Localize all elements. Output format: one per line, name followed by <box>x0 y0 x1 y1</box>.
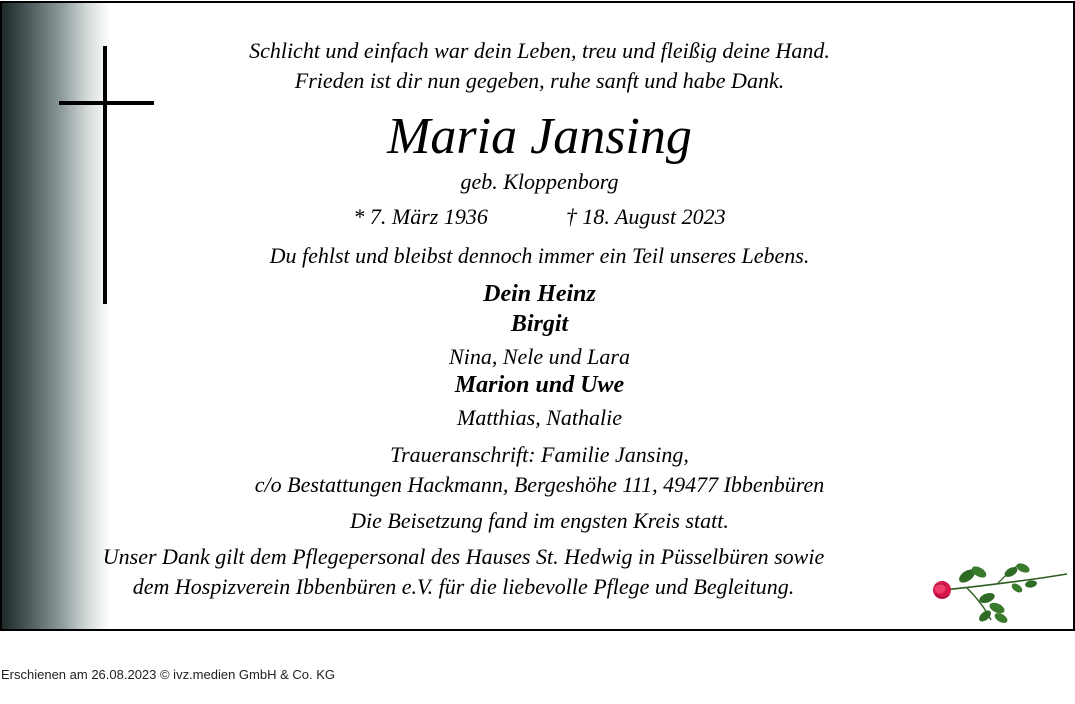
birth-date: * 7. März 1936 <box>353 204 488 229</box>
family-member-5: Matthias, Nathalie <box>457 405 622 430</box>
verse <box>2 36 1075 96</box>
cross-horizontal-bar <box>59 101 154 105</box>
thanks-note <box>0 542 1001 602</box>
address-line-2: c/o Bestattungen Hackmann, Bergeshöhe 111, 49477 Ibbenbüren <box>254 472 825 497</box>
rose-icon <box>927 558 1072 628</box>
thanks-line-1: Unser Dank gilt dem Pflegepersonal des Hauses St. Hedwig in Püsselbüren sowie <box>102 544 825 569</box>
maiden-name: geb. Kloppenborg <box>460 169 619 194</box>
deceased-name: Maria Jansing <box>387 108 692 165</box>
verse-line-2: Frieden ist dir nun gegeben, ruhe sanft und habe Dank. <box>294 68 785 93</box>
family-member-4: Marion und Uwe <box>454 372 625 398</box>
address-line-1: Traueranschrift: Familie Jansing, <box>390 442 689 467</box>
death-date: † 18. August 2023 <box>565 204 726 229</box>
burial-note: Die Beisetzung fand im engsten Kreis statt. <box>350 508 729 533</box>
thanks-line-2: dem Hospizverein Ibbenbüren e.V. für die liebevolle Pflege und Begleitung. <box>132 574 795 599</box>
publication-footer: Erschienen am 26.08.2023 © ivz.medien GmbH & Co. KG <box>1 667 336 682</box>
life-dates <box>2 204 1075 230</box>
motto: Du fehlst und bleibst dennoch immer ein Teil unseres Lebens. <box>269 243 810 268</box>
family-member-3: Nina, Nele und Lara <box>449 344 630 369</box>
family-member-1: Dein Heinz <box>483 281 596 307</box>
mourning-address <box>2 440 1075 500</box>
family-member-2: Birgit <box>510 311 569 337</box>
obituary-card <box>0 1 1075 631</box>
verse-line-1: Schlicht und einfach war dein Leben, treu und fleißig deine Hand. <box>249 38 830 63</box>
